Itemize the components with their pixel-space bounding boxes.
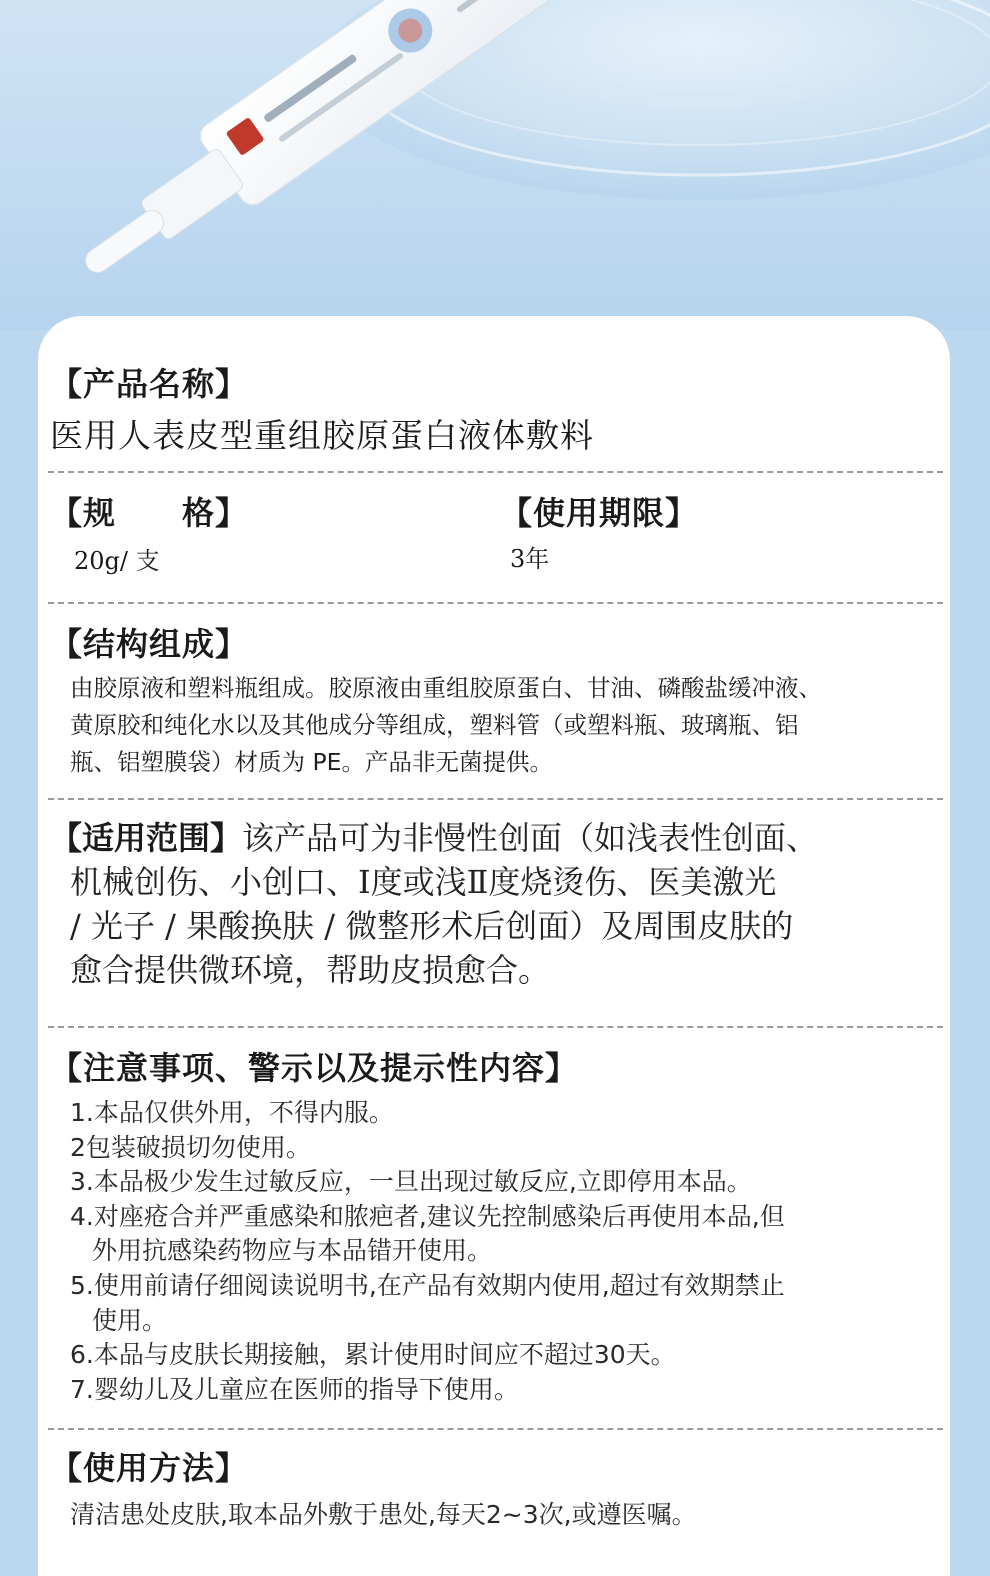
product-hero-image xyxy=(0,0,990,330)
divider xyxy=(48,471,943,473)
precautions-heading: 【注意事项、警示以及提示性内容】 xyxy=(50,1048,940,1088)
precaution-item-continued: 使用。 xyxy=(70,1304,940,1339)
structure-section xyxy=(50,624,940,781)
usage-heading: 【使用方法】 xyxy=(50,1448,940,1488)
structure-line: 由胶原液和塑料瓶组成。胶原液由重组胶原蛋白、甘油、磷酸盐缓冲液、 xyxy=(70,670,940,707)
spec-heading: 【规 格】 xyxy=(50,493,940,533)
scope-line: 机械创伤、小创口、Ⅰ度或浅Ⅱ度烧烫伤、医美激光 xyxy=(50,860,940,904)
validity-value: 3年 xyxy=(500,543,920,575)
scope-line: / 光子 / 果酸换肤 / 微整形术后创面）及周围皮肤的 xyxy=(50,904,940,948)
structure-heading: 【结构组成】 xyxy=(50,624,940,664)
precaution-item: 2包装破损切勿使用。 xyxy=(70,1131,940,1166)
divider xyxy=(48,1026,943,1028)
product-name-heading: 【产品名称】 xyxy=(50,364,940,404)
precaution-item: 1.本品仅供外用，不得内服。 xyxy=(70,1096,940,1131)
precautions-section xyxy=(50,1048,940,1407)
precaution-item: 7.婴幼儿及儿童应在医师的指导下使用。 xyxy=(70,1373,940,1408)
precaution-item: 6.本品与皮肤长期接触，累计使用时间应不超过30天。 xyxy=(70,1338,940,1373)
structure-text xyxy=(50,670,940,781)
product-info-card xyxy=(38,316,950,1576)
precaution-item: 4.对座疮合并严重感染和脓疤者,建议先控制感染后再使用本品,但 xyxy=(70,1200,940,1235)
validity-heading: 【使用期限】 xyxy=(500,493,920,533)
scope-text xyxy=(50,816,940,992)
structure-line: 黄原胶和纯化水以及其他成分等组成，塑料管（或塑料瓶、玻璃瓶、铝 xyxy=(70,707,940,744)
divider xyxy=(48,602,943,604)
divider xyxy=(48,798,943,800)
precautions-list xyxy=(50,1096,940,1407)
usage-section xyxy=(50,1448,940,1533)
spec-value: 20g/ 支 xyxy=(50,545,940,577)
scope-section xyxy=(50,816,940,992)
scope-line: 愈合提供微环境，帮助皮损愈合。 xyxy=(50,948,940,992)
scope-heading: 【适用范围】 xyxy=(50,819,242,857)
product-name-section xyxy=(50,364,940,458)
precaution-item: 5.使用前请仔细阅读说明书,在产品有效期内使用,超过有效期禁止 xyxy=(70,1269,940,1304)
product-name-value: 医用人表皮型重组胶原蛋白液体敷料 xyxy=(50,414,940,458)
precaution-item-continued: 外用抗感染药物应与本品错开使用。 xyxy=(70,1234,940,1269)
validity-section xyxy=(500,493,920,575)
usage-text: 清洁患处皮肤,取本品外敷于患处,每天2~3次,或遵医嘱。 xyxy=(50,1498,940,1533)
divider xyxy=(48,1428,943,1430)
structure-line: 瓶、铝塑膜袋）材质为 PE。产品非无菌提供。 xyxy=(70,744,940,781)
precaution-item: 3.本品极少发生过敏反应，一旦出现过敏反应,立即停用本品。 xyxy=(70,1165,940,1200)
scope-first-line: 该产品可为非慢性创面（如浅表性创面、 xyxy=(242,819,818,857)
